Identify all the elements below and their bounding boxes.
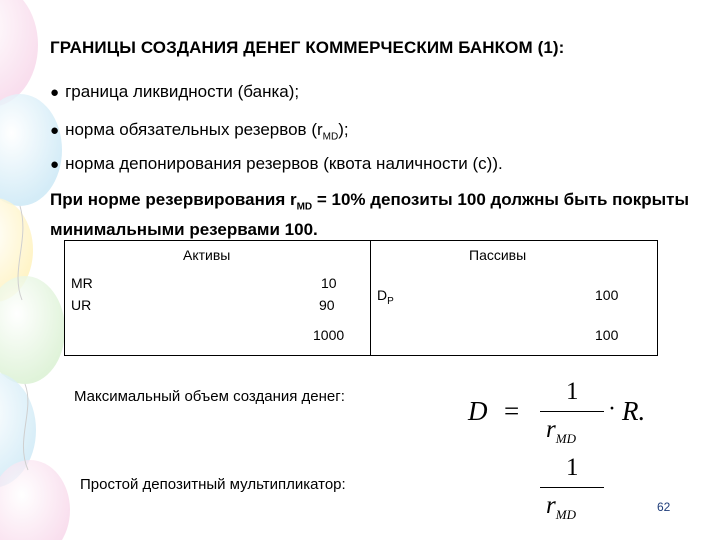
bullet-deposit-ratio: ● норма депонирования резервов (квота наличности (c)). bbox=[50, 154, 503, 173]
liab-total: 100 bbox=[595, 327, 619, 343]
table-divider bbox=[370, 241, 371, 355]
formula-equals: = bbox=[504, 396, 520, 426]
formula-lhs: D bbox=[468, 396, 488, 426]
page-number: 62 bbox=[657, 500, 671, 514]
formula1-denominator: $r_{MD}$ bbox=[546, 416, 576, 446]
bullet-dot-icon: ● bbox=[50, 84, 60, 101]
slide-title: ГРАНИЦЫ СОЗДАНИЯ ДЕНЕГ КОММЕРЧЕСКИМ БАНКОМ (1): bbox=[50, 38, 565, 57]
formula2-numerator: 1 bbox=[566, 454, 579, 481]
bullet-dot-icon: ● bbox=[50, 122, 60, 139]
bullet-dot-icon: ● bbox=[50, 156, 60, 173]
bullet-liquidity: ● граница ликвидности (банка); bbox=[50, 82, 300, 101]
formula-times: · bbox=[608, 396, 616, 422]
formula1-numerator: 1 bbox=[566, 378, 579, 405]
liab-value: 100 bbox=[595, 287, 619, 303]
asset-label-mr: MR bbox=[71, 275, 93, 291]
bullet-reserve-ratio: ● норма обязательных резервов $(r_{MD})$; bbox=[50, 120, 349, 143]
liabilities-header: Пассивы bbox=[469, 247, 527, 263]
balance-sheet-table bbox=[64, 240, 658, 356]
asset-label-ur: UR bbox=[71, 297, 92, 313]
assets-total: 1000 bbox=[313, 327, 345, 343]
max-money-creation-label: Максимальный объем создания денег: bbox=[74, 388, 345, 405]
deposit-multiplier-label: Простой депозитный мультипликатор: bbox=[80, 476, 346, 493]
formula-rhs: R. bbox=[622, 396, 646, 426]
formula1-fraction-bar bbox=[540, 411, 604, 412]
formula2-fraction-bar bbox=[540, 487, 604, 488]
asset-value-ur: 90 bbox=[319, 297, 335, 313]
formula2-denominator: $r_{MD}$ bbox=[546, 492, 576, 522]
assets-header: Активы bbox=[183, 247, 231, 263]
asset-value-mr: 10 bbox=[321, 275, 337, 291]
liab-label: $D_P$ bbox=[377, 287, 394, 307]
example-paragraph: При норме резервирования $r_{MD} = 10\%$ депозиты 100 должны быть покрыты минимальными резервами 100. bbox=[50, 190, 690, 240]
